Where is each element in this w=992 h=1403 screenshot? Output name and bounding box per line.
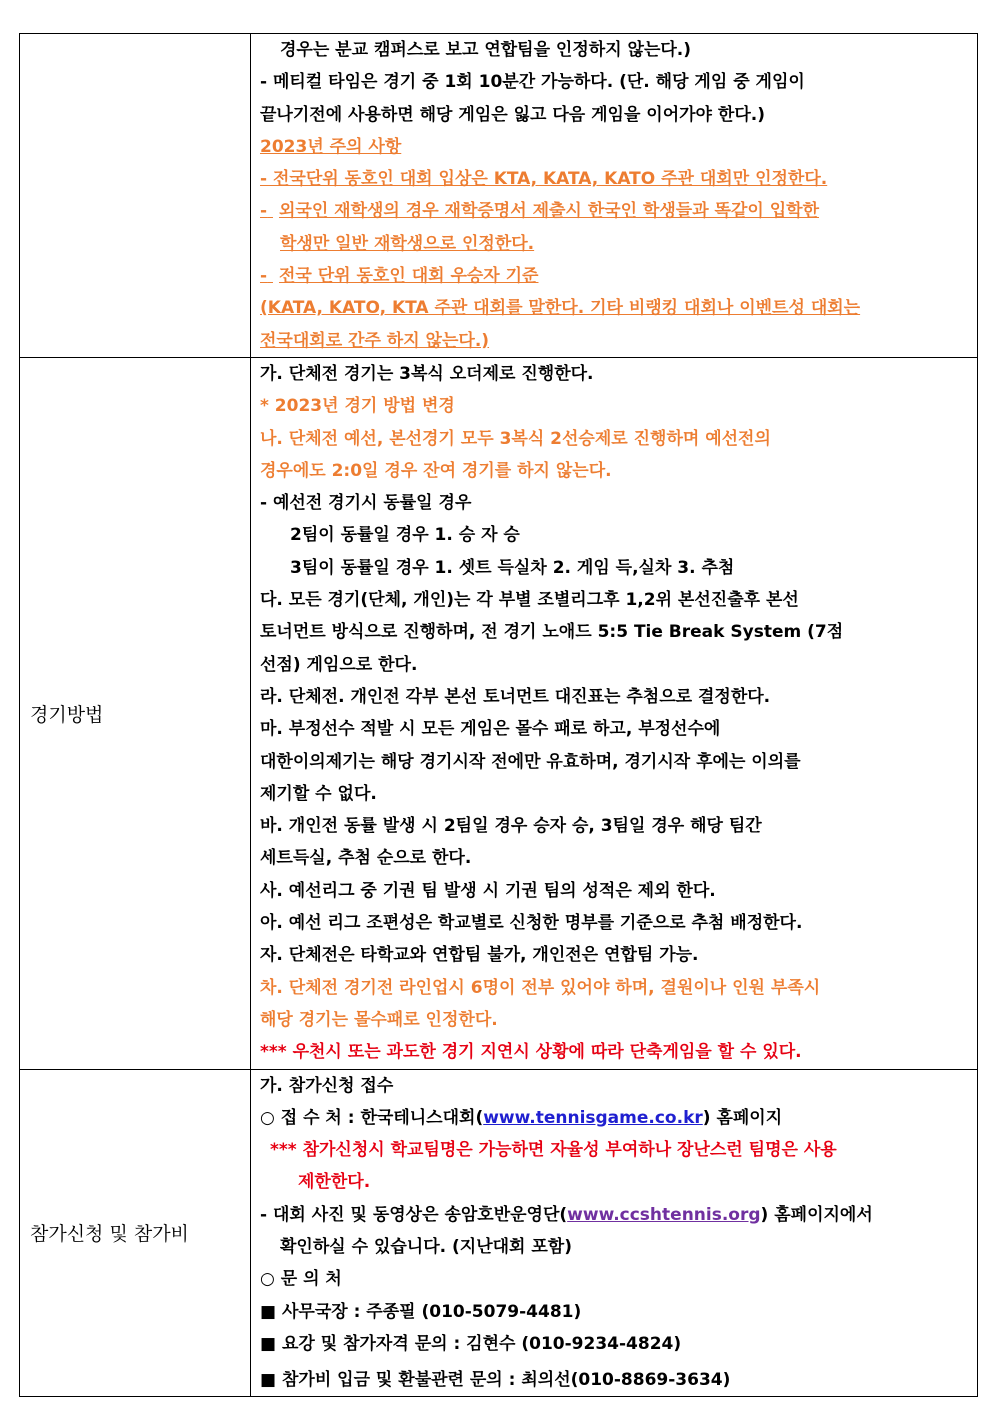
text-line: 대한이의제기는 해당 경기시작 전에만 유효하며, 경기시작 후에는 이의를 bbox=[260, 751, 801, 772]
text-line: 가. 참가신청 접수 bbox=[260, 1075, 394, 1096]
text-line: 3팀이 동률일 경우 1. 셋트 득실차 2. 게임 득,실차 3. 추첨 bbox=[290, 557, 735, 578]
team-name-notice: *** 참가신청시 학교팀명은 가능하면 자율성 부여하나 장난스런 팀명은 사용 bbox=[270, 1140, 837, 1161]
section3-content bbox=[251, 1069, 978, 1397]
text-line: 아. 예선 리그 조편성은 학교별로 신청한 명부를 기준으로 추첨 배정한다. bbox=[260, 913, 803, 934]
row-label-empty bbox=[20, 34, 251, 358]
text-line: - 예선전 경기시 동률일 경우 bbox=[260, 493, 472, 514]
reception-suffix: ) 홈페이지 bbox=[702, 1107, 783, 1128]
table-row bbox=[20, 357, 978, 1069]
row-label-match-method: 경기방법 bbox=[20, 357, 251, 1069]
text-line: 세트득실, 추첨 순으로 한다. bbox=[260, 848, 472, 869]
text-line bbox=[260, 1199, 973, 1231]
text-line: 선점) 게임으로 한다. bbox=[260, 654, 418, 675]
contact-line: ■ 참가비 입금 및 환불관련 문의 : 최의선(010-8869-3634) bbox=[260, 1370, 731, 1391]
photo-suffix: ) 홈페이지에서 bbox=[760, 1204, 873, 1225]
text-line: 바. 개인전 동률 발생 시 2팀일 경우 승자 승, 3팀일 경우 해당 팀간 bbox=[260, 816, 762, 837]
dash: - bbox=[260, 266, 268, 287]
text-line: 해당 경기는 몰수패로 인정한다. bbox=[260, 1009, 498, 1030]
notice-line bbox=[260, 195, 973, 227]
text-line: 차. 단체전 경기전 라인업시 6명이 전부 있어야 하며, 결원이나 인원 부족시 bbox=[260, 977, 821, 998]
text-line: 끝나기전에 사용하면 해당 게임은 잃고 다음 게임을 이어가야 한다.) bbox=[260, 104, 765, 125]
text-line: 다. 모든 경기(단체, 개인)는 각 부별 조별리그후 1,2위 본선진출후 본선 bbox=[260, 590, 799, 611]
text-line: 경우에도 2:0일 경우 잔여 경기를 하지 않는다. bbox=[260, 460, 612, 481]
notice-line: 학생만 일반 재학생으로 인정한다. bbox=[280, 233, 535, 254]
section2-content bbox=[251, 357, 978, 1069]
row-label-application: 참가신청 및 참가비 bbox=[20, 1069, 251, 1397]
text-line: 마. 부정선수 적발 시 모든 게임은 몰수 패로 하고, 부정선수에 bbox=[260, 719, 721, 740]
text-line: 제기할 수 없다. bbox=[260, 783, 377, 804]
photo-text: - 대회 사진 및 동영상은 송암호반운영단( bbox=[260, 1204, 568, 1225]
notice-line: - 전국단위 동호인 대회 입상은 KTA, KATA, KATO 주관 대회만 인정한다. bbox=[260, 169, 828, 190]
ccshtennis-link[interactable]: www.ccshtennis.org bbox=[567, 1204, 761, 1225]
notice-heading: 2023년 주의 사항 bbox=[260, 136, 402, 157]
text-line: ○ 문 의 처 bbox=[260, 1269, 342, 1290]
notice-text: 전국 단위 동호인 대회 우승자 기준 bbox=[278, 266, 539, 287]
contact-line: ■ 요강 및 참가자격 문의 : 김현수 (010-9234-4824) bbox=[260, 1333, 682, 1354]
notice-text: 외국인 재학생의 경우 재학증명서 제출시 한국인 학생들과 똑같이 입학한 bbox=[278, 201, 819, 222]
section1-content bbox=[251, 34, 978, 358]
change-heading: * 2023년 경기 방법 변경 bbox=[260, 396, 455, 417]
team-name-notice: 제한한다. bbox=[298, 1172, 371, 1193]
rain-notice: *** 우천시 또는 과도한 경기 지연시 상황에 따라 단축게임을 할 수 있다. bbox=[260, 1042, 802, 1063]
table-row bbox=[20, 34, 978, 358]
text-line: 가. 단체전 경기는 3복식 오더제로 진행한다. bbox=[260, 363, 594, 384]
document-table bbox=[19, 33, 978, 1397]
text-line: 자. 단체전은 타학교와 연합팀 불가, 개인전은 연합팀 가능. bbox=[260, 945, 699, 966]
dash: - bbox=[260, 201, 268, 222]
contact-line: ■ 사무국장 : 주종필 (010-5079-4481) bbox=[260, 1301, 582, 1322]
text-line: 나. 단체전 예선, 본선경기 모두 3복식 2선승제로 진행하며 예선전의 bbox=[260, 428, 771, 449]
tennisgame-link[interactable]: www.tennisgame.co.kr bbox=[483, 1107, 703, 1128]
text-line: 토너먼트 방식으로 진행하며, 전 경기 노애드 5:5 Tie Break System (7점 bbox=[260, 622, 844, 643]
text-line bbox=[260, 1102, 973, 1134]
table-row bbox=[20, 1069, 978, 1397]
text-line: 사. 예선리그 중 기권 팀 발생 시 기권 팀의 성적은 제외 한다. bbox=[260, 880, 716, 901]
notice-line: (KATA, KATO, KTA 주관 대회를 말한다. 기타 비랭킹 대회나 이벤트성 대회는 bbox=[260, 298, 861, 319]
text-line: - 메티컬 타임은 경기 중 1회 10분간 가능하다. (단. 해당 게임 중 게임이 bbox=[260, 72, 805, 93]
text-line: 경우는 분교 캠퍼스로 보고 연합팀을 인정하지 않는다.) bbox=[280, 40, 692, 60]
reception-text: ○ 접 수 처 : 한국테니스대회( bbox=[260, 1107, 484, 1128]
text-line: 확인하실 수 있습니다. (지난대회 포함) bbox=[280, 1236, 573, 1257]
notice-line bbox=[260, 260, 973, 292]
notice-line: 전국대회로 간주 하지 않는다.) bbox=[260, 330, 490, 351]
text-line: 2팀이 동률일 경우 1. 승 자 승 bbox=[290, 525, 520, 546]
text-line: 라. 단체전. 개인전 각부 본선 토너먼트 대진표는 추첨으로 결정한다. bbox=[260, 686, 771, 707]
